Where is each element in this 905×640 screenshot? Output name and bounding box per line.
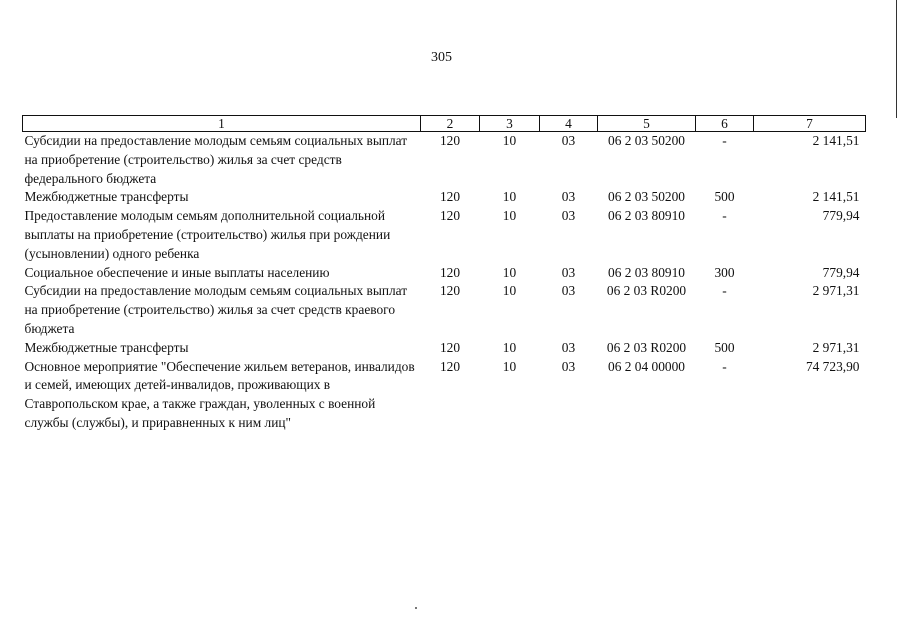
cell-col-5: 06 2 03 50200 [608, 133, 685, 148]
row-description: Межбюджетные трансферты [24, 189, 189, 205]
row-description: Социальное обеспечение и иные выплаты населению [24, 264, 330, 280]
cell-col-5: 06 2 03 R0200 [606, 339, 687, 355]
cell-col-2: 120 [439, 208, 461, 224]
table-header [23, 116, 866, 132]
cell-col-6: - [722, 358, 727, 374]
column-header-3: 3 [480, 116, 540, 132]
header-row [23, 116, 866, 132]
cell-col-2: 120 [439, 283, 461, 299]
cell-col-4: 03 [561, 133, 576, 148]
cell-col-6: - [722, 208, 727, 224]
budget-table [22, 115, 866, 433]
table-row [23, 207, 866, 263]
scan-speck [415, 607, 417, 609]
cell-col-3: 10 [502, 339, 517, 355]
cell-col-2: 120 [439, 339, 461, 355]
cell-col-5: 06 2 03 R0200 [606, 283, 687, 299]
cell-col-5: 06 2 03 80910 [608, 208, 685, 224]
row-description: Предоставление молодым семьям дополнительной социальной выплаты на приобретение (строительство) жилья при рождении (усыновлении) одного ребенка [24, 208, 391, 261]
cell-col-7: 2 971,31 [812, 339, 860, 355]
cell-col-6: - [722, 283, 727, 299]
page-number: 305 [431, 50, 452, 65]
row-description: Основное мероприятие "Обеспечение жильем ветеранов, инвалидов и семей, имеющих детей-инвалидов, проживающих в Ставропольском крае, а также граждан, уволенных с военной службы (службы), и приравненных к ним лиц" [24, 358, 415, 430]
column-header-6: 6 [696, 116, 754, 132]
cell-col-2: 120 [439, 358, 461, 374]
cell-col-3: 10 [502, 358, 517, 374]
row-description: Субсидии на предоставление молодым семьям социальных выплат на приобретение (строительство) жилья за счет средств краевого бюджета [24, 283, 408, 336]
cell-col-7: 779,94 [822, 208, 860, 224]
cell-col-5: 06 2 04 00000 [608, 358, 685, 374]
cell-col-2: 120 [439, 264, 461, 280]
cell-col-6: - [722, 133, 727, 148]
cell-col-7: 779,94 [822, 264, 860, 280]
cell-col-6: 300 [714, 264, 735, 280]
table-row [23, 188, 866, 207]
table-row [23, 282, 866, 338]
column-header-4: 4 [540, 116, 598, 132]
cell-col-4: 03 [561, 208, 576, 224]
row-description: Субсидии на предоставление молодым семьям социальных выплат на приобретение (строительство) жилья за счет средств федерального бюджета [24, 133, 408, 186]
scan-edge-line [896, 0, 897, 118]
cell-col-2: 120 [439, 133, 461, 148]
column-header-1: 1 [23, 116, 421, 132]
cell-col-5: 06 2 03 80910 [608, 264, 685, 280]
cell-col-6: 500 [714, 189, 735, 205]
table-body [23, 132, 866, 433]
row-description: Межбюджетные трансферты [24, 339, 189, 355]
column-header-5: 5 [598, 116, 696, 132]
cell-col-7: 2 141,51 [812, 133, 860, 148]
table-row [23, 358, 866, 433]
cell-col-7: 2 971,31 [812, 283, 860, 299]
cell-col-3: 10 [502, 189, 517, 205]
table-row [23, 339, 866, 358]
cell-col-3: 10 [502, 208, 517, 224]
cell-col-3: 10 [502, 133, 517, 148]
cell-col-4: 03 [561, 339, 576, 355]
column-header-7: 7 [754, 116, 866, 132]
cell-col-7: 74 723,90 [805, 358, 860, 374]
cell-col-4: 03 [561, 264, 576, 280]
cell-col-5: 06 2 03 50200 [608, 189, 685, 205]
cell-col-4: 03 [561, 283, 576, 299]
cell-col-4: 03 [561, 189, 576, 205]
table-row [23, 132, 866, 189]
cell-col-6: 500 [714, 339, 735, 355]
cell-col-2: 120 [439, 189, 461, 205]
cell-col-4: 03 [561, 358, 576, 374]
table-row [23, 264, 866, 283]
cell-col-3: 10 [502, 283, 517, 299]
column-header-2: 2 [421, 116, 480, 132]
cell-col-7: 2 141,51 [812, 189, 860, 205]
cell-col-3: 10 [502, 264, 517, 280]
